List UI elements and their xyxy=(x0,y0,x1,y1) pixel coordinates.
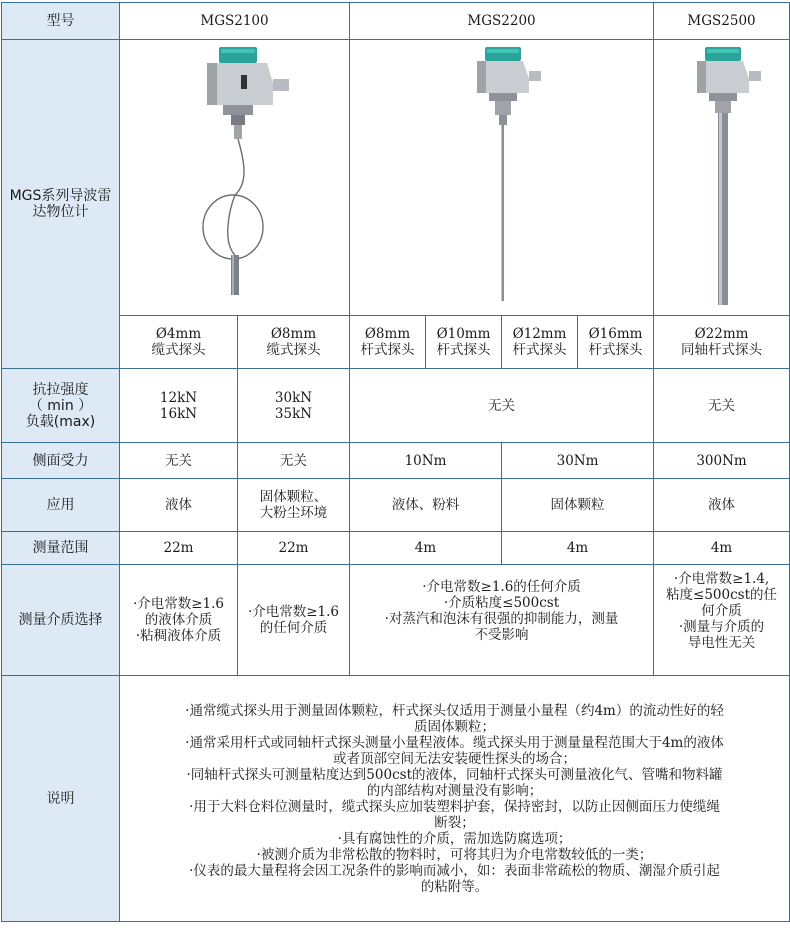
notes-label: 说明 xyxy=(2,676,120,922)
spec-table xyxy=(1,2,790,922)
note-line: ·用于大料仓料位测量时，缆式探头应加装塑料护套，保持密封，以防止因侧面压力使缆绳 xyxy=(189,798,720,815)
guided-radar-cable-probe-icon xyxy=(123,43,353,313)
side-force-c5: 300Nm xyxy=(654,443,790,479)
note-line: ·通常采用杆式或同轴杆式探头测量小量程液体。缆式探头用于测量量程范围大于4m的液体 xyxy=(185,734,724,751)
range-label: 测量范围 xyxy=(2,532,120,565)
probe-1: Ø4mm 缆式探头 xyxy=(120,316,238,369)
range-c5: 4m xyxy=(654,532,790,565)
probe-7: Ø22mm 同轴杆式探头 xyxy=(654,316,790,369)
probe-2: Ø8mm 缆式探头 xyxy=(238,316,350,369)
model-mgs2100: MGS2100 xyxy=(120,3,350,40)
tensile-c1: 12kN 16kN xyxy=(120,369,238,443)
side-force-c1: 无关 xyxy=(120,443,238,479)
tensile-c3: 无关 xyxy=(350,369,654,443)
side-force-label: 侧面受力 xyxy=(2,443,120,479)
note-line: ·仪表的最大量程将会因工况条件的影响而减小，如：表面非常疏松的物质、潮湿介质引起 xyxy=(189,862,720,879)
product-name: MGS系列导波雷达物位计 xyxy=(2,40,120,369)
note-line: 或者顶部空间无法安装硬性探头的场合； xyxy=(333,750,577,767)
medium-c4: ·介电常数≥1.4, 粘度≤500cst的任 何介质 ·测量与介质的 导电性无关 xyxy=(654,565,790,676)
application-c2: 固体颗粒、 大粉尘环境 xyxy=(238,479,350,532)
note-line: ·被测介质为非常松散的物料时，可将其归为介电常数较低的一类； xyxy=(256,846,653,863)
range-c3: 4m xyxy=(350,532,502,565)
side-force-c2: 无关 xyxy=(238,443,350,479)
application-c3: 液体、粉料 xyxy=(350,479,502,532)
probe-4: Ø10mm 杆式探头 xyxy=(426,316,502,369)
guided-radar-coaxial-probe-icon xyxy=(657,43,787,313)
application-c1: 液体 xyxy=(120,479,238,532)
model-label: 型号 xyxy=(2,3,120,40)
range-c2: 22m xyxy=(238,532,350,565)
notes-row xyxy=(2,676,790,922)
note-line: ·同轴杆式探头可测量粘度达到500cst的液体，同轴杆式探头可测量液化气、管嘴和物料罐 xyxy=(186,766,723,783)
tensile-row xyxy=(2,369,790,443)
application-c5: 液体 xyxy=(654,479,790,532)
note-line: 质固体颗粒； xyxy=(414,718,496,735)
medium-label: 测量介质选择 xyxy=(2,565,120,676)
guided-radar-rod-probe-icon xyxy=(353,43,653,313)
mgs2100-image xyxy=(120,40,350,316)
tensile-c2: 30kN 35kN xyxy=(238,369,350,443)
range-row xyxy=(2,532,790,565)
range-c1: 22m xyxy=(120,532,238,565)
image-row xyxy=(2,40,790,316)
probe-5: Ø12mm 杆式探头 xyxy=(502,316,578,369)
probe-row xyxy=(2,316,790,369)
side-force-c4: 30Nm xyxy=(502,443,654,479)
side-force-row xyxy=(2,443,790,479)
note-line: 断裂； xyxy=(434,814,475,831)
side-force-c3: 10Nm xyxy=(350,443,502,479)
model-mgs2500: MGS2500 xyxy=(654,3,790,40)
application-c4: 固体颗粒 xyxy=(502,479,654,532)
note-line: ·具有腐蚀性的介质，需加选防腐选项； xyxy=(337,830,572,847)
medium-c1: ·介电常数≥1.6 的液体介质 ·粘稠液体介质 xyxy=(120,565,238,676)
tensile-label: 抗拉强度 （ min ） 负载(max) xyxy=(2,369,120,443)
medium-c3: ·介电常数≥1.6的任何介质 ·介质粘度≤500cst ·对蒸汽和泡沫有很强的抑制能力，测量 不受影响 xyxy=(350,565,654,676)
range-c4: 4m xyxy=(502,532,654,565)
probe-3: Ø8mm 杆式探头 xyxy=(350,316,426,369)
medium-row xyxy=(2,565,790,676)
header-row xyxy=(2,3,790,40)
mgs2500-image xyxy=(654,40,790,316)
tensile-c4: 无关 xyxy=(654,369,790,443)
note-line: ·通常缆式探头用于测量固体颗粒，杆式探头仅适用于测量小量程（约4m）的流动性好的轻 xyxy=(185,702,724,719)
probe-6: Ø16mm 杆式探头 xyxy=(578,316,654,369)
application-label: 应用 xyxy=(2,479,120,532)
notes-body xyxy=(120,676,790,922)
medium-c2: ·介电常数≥1.6 的任何介质 xyxy=(238,565,350,676)
model-mgs2200: MGS2200 xyxy=(350,3,654,40)
note-line: 的粘附等。 xyxy=(420,878,489,895)
mgs2200-image xyxy=(350,40,654,316)
note-line: 的内部结构对测量没有影响； xyxy=(366,782,543,799)
application-row xyxy=(2,479,790,532)
